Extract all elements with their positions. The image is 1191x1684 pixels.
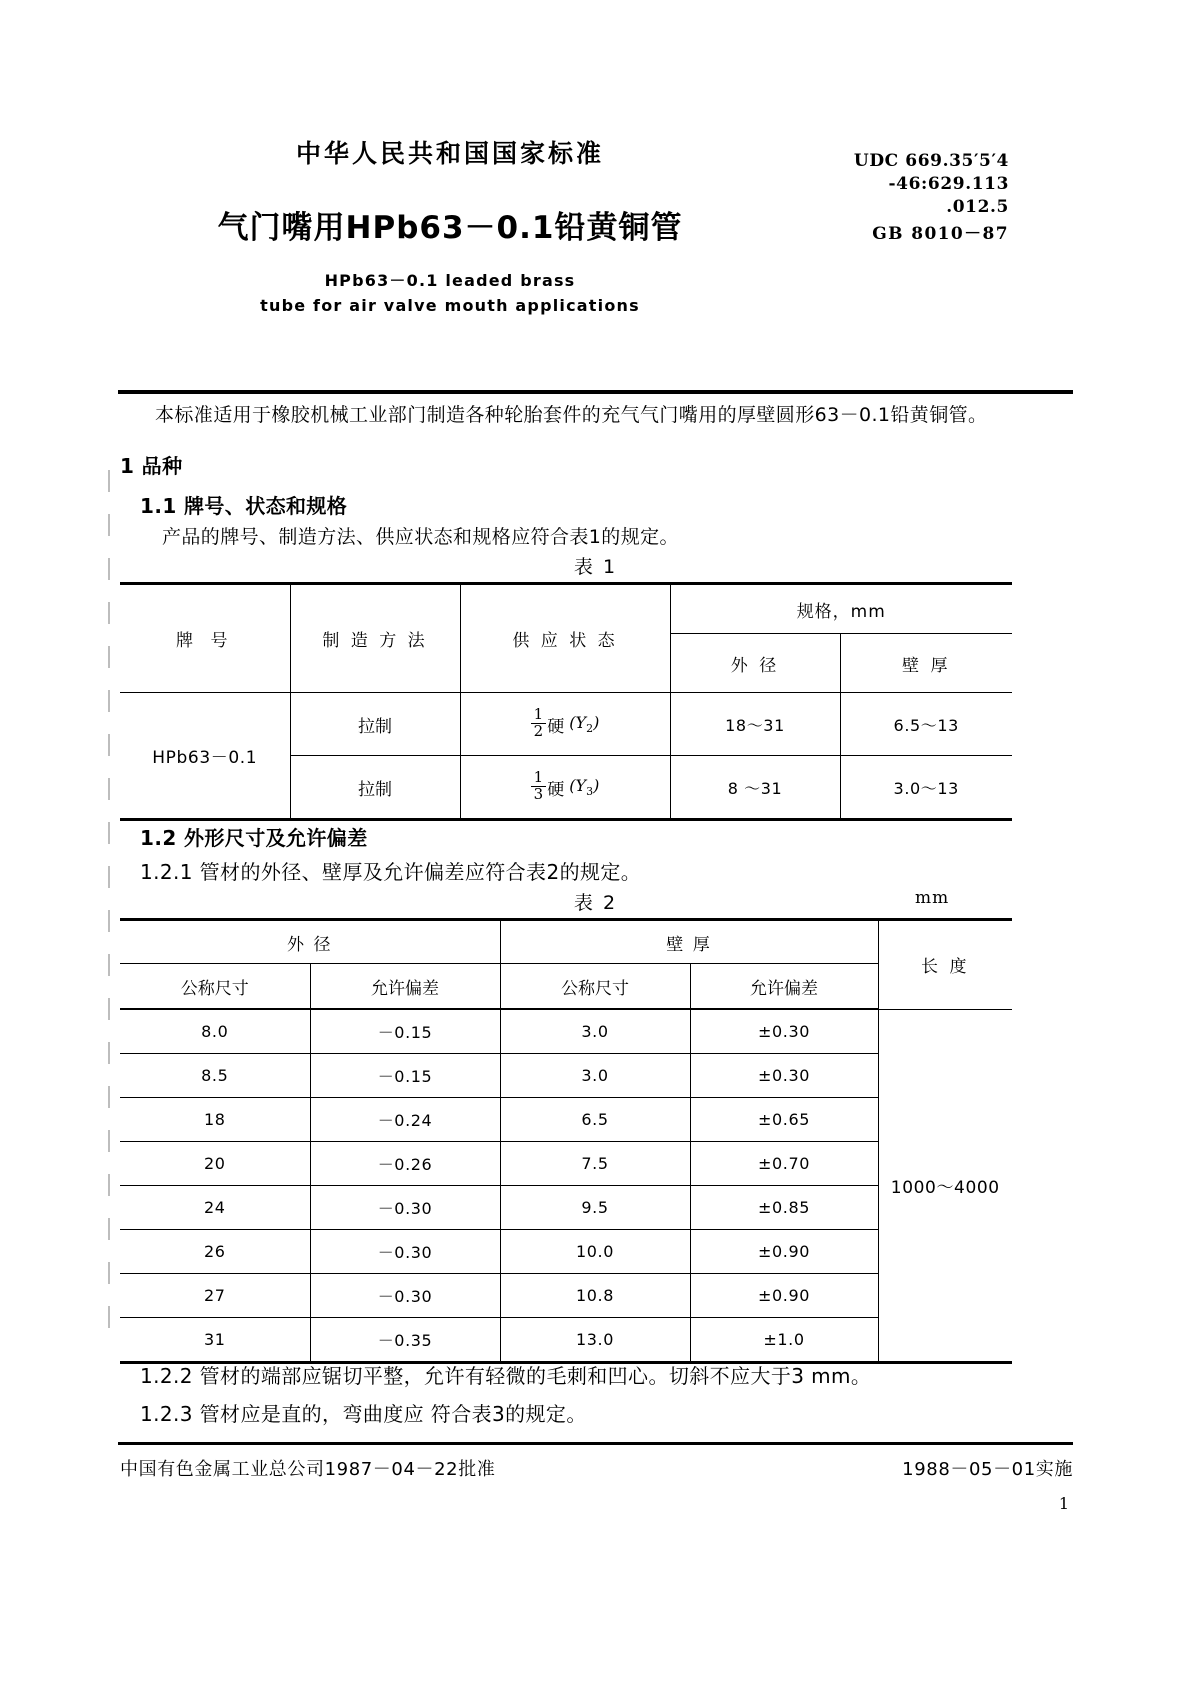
- th-wall-thickness-group: 壁 厚: [500, 920, 878, 964]
- standard-title-english: [0, 268, 900, 318]
- td-od-nominal: 27: [120, 1274, 310, 1318]
- th-method: 制 造 方 法: [290, 584, 460, 693]
- td-od-deviation: －0.30: [310, 1186, 500, 1230]
- td-method-1: 拉制: [290, 693, 460, 756]
- section-1-2-1-text: 1.2.1 管材的外径、壁厚及允许偏差应符合表2的规定。: [140, 860, 642, 884]
- section-1-2-2-text: 1.2.2 管材的端部应锯切平整，允许有轻微的毛刺和凹心。切斜不应大于3 mm。: [140, 1364, 872, 1388]
- fraction-one-half: [531, 704, 547, 740]
- standard-number: GB 8010－87: [872, 224, 1009, 244]
- td-od-nominal: 8.0: [120, 1009, 310, 1054]
- td-od-deviation: －0.35: [310, 1318, 500, 1363]
- td-od-deviation: －0.30: [310, 1230, 500, 1274]
- approval-text: 中国有色金属工业总公司1987－04－22批准: [120, 1459, 496, 1480]
- td-od-nominal: 31: [120, 1318, 310, 1363]
- td-wt-deviation: ±0.30: [690, 1009, 878, 1054]
- table-row: [120, 1009, 1012, 1054]
- page-number: 1: [1058, 1494, 1069, 1513]
- td-wt-deviation: ±0.90: [690, 1230, 878, 1274]
- th-wt-nominal: 公称尺寸: [500, 964, 690, 1010]
- td-od-deviation: －0.15: [310, 1009, 500, 1054]
- td-od-nominal: 8.5: [120, 1054, 310, 1098]
- section-1-2-heading: 1.2 外形尺寸及允许偏差: [140, 826, 368, 850]
- section-1-1-text: 产品的牌号、制造方法、供应状态和规格应符合表1的规定。: [162, 526, 679, 548]
- td-wt-deviation: ±1.0: [690, 1318, 878, 1363]
- standard-title-english-line2: tube for air valve mouth applications: [260, 296, 640, 315]
- th-length: 长 度: [878, 920, 1012, 1010]
- th-brand: 牌 号: [120, 584, 290, 693]
- th-outer-diameter-group: 外 径: [120, 920, 500, 964]
- udc-line-1: UDC 669.35′5′4: [853, 151, 1009, 171]
- table-2-caption: 表 2: [573, 892, 618, 914]
- th-od-deviation: 允许偏差: [310, 964, 500, 1010]
- td-wt-deviation: ±0.90: [690, 1274, 878, 1318]
- td-wall-thickness-2: 3.0～13: [840, 756, 1012, 820]
- td-wt-nominal: 3.0: [500, 1009, 690, 1054]
- state-code-1: $(Y_2)$: [564, 712, 600, 736]
- th-wall-thickness: 壁 厚: [840, 634, 1012, 693]
- udc-block: [854, 150, 1009, 246]
- td-od-deviation: －0.24: [310, 1098, 500, 1142]
- td-wt-nominal: 3.0: [500, 1054, 690, 1098]
- td-wt-deviation: ±0.70: [690, 1142, 878, 1186]
- td-wt-nominal: 13.0: [500, 1318, 690, 1363]
- udc-line-2: -46:629.113: [888, 174, 1009, 194]
- standard-title-chinese: 气门嘴用HPb63－0.1铅黄铜管: [217, 210, 683, 246]
- header-divider-rule: [118, 390, 1073, 394]
- td-od-deviation: －0.26: [310, 1142, 500, 1186]
- td-od-deviation: －0.30: [310, 1274, 500, 1318]
- td-length-value: 1000～4000: [878, 1009, 1012, 1363]
- td-wt-nominal: 6.5: [500, 1098, 690, 1142]
- td-wt-nominal: 10.0: [500, 1230, 690, 1274]
- td-supply-state-1: [460, 693, 670, 756]
- th-od-nominal: 公称尺寸: [120, 964, 310, 1010]
- udc-line-3: .012.5: [946, 197, 1009, 217]
- state-label-2: 硬: [547, 779, 565, 800]
- td-wall-thickness-1: 6.5～13: [840, 693, 1012, 756]
- td-od-deviation: －0.15: [310, 1054, 500, 1098]
- table-row: [120, 693, 1012, 756]
- table-2-unit-label: mm: [915, 888, 950, 908]
- td-od-nominal: 26: [120, 1230, 310, 1274]
- td-od-nominal: 24: [120, 1186, 310, 1230]
- table-2: [120, 918, 1012, 1364]
- margin-tick-marks: [108, 470, 110, 1460]
- td-supply-state-2: [460, 756, 670, 820]
- section-1-heading: 1 品种: [120, 454, 183, 478]
- table-1-header-row-1: [120, 584, 1012, 634]
- td-wt-deviation: ±0.65: [690, 1098, 878, 1142]
- table-1: [120, 582, 1012, 821]
- th-outer-diameter: 外 径: [670, 634, 840, 693]
- td-wt-deviation: ±0.30: [690, 1054, 878, 1098]
- standard-title-english-line1: HPb63－0.1 leaded brass: [324, 271, 576, 290]
- fraction-one-third: [531, 767, 547, 803]
- th-spec-group: 规格，mm: [670, 584, 1012, 634]
- national-standard-label: 中华人民共和国国家标准: [295, 139, 604, 168]
- td-wt-deviation: ±0.85: [690, 1186, 878, 1230]
- td-wt-nominal: 9.5: [500, 1186, 690, 1230]
- table-2-header-row-1: [120, 920, 1012, 964]
- td-brand-value: HPb63－0.1: [120, 693, 290, 820]
- scope-paragraph: 本标准适用于橡胶机械工业部门制造各种轮胎套件的充气气门嘴用的厚壁圆形63－0.1铅黄铜管。: [155, 404, 988, 426]
- fraction-numerator: 1: [533, 767, 544, 786]
- td-outer-diameter-1: 18～31: [670, 693, 840, 756]
- td-od-nominal: 20: [120, 1142, 310, 1186]
- footer-divider-rule: [118, 1442, 1073, 1445]
- th-supply-state: 供 应 状 态: [460, 584, 670, 693]
- table-1-caption: 表 1: [573, 556, 618, 578]
- state-code-2: $(Y_3)$: [564, 775, 600, 799]
- state-label-1: 硬: [547, 716, 565, 737]
- effective-date-text: 1988－05－01实施: [902, 1459, 1073, 1480]
- section-1-1-heading: 1.1 牌号、状态和规格: [140, 494, 348, 518]
- fraction-denominator: 3: [531, 786, 547, 803]
- fraction-numerator: 1: [533, 704, 544, 723]
- td-wt-nominal: 10.8: [500, 1274, 690, 1318]
- th-wt-deviation: 允许偏差: [690, 964, 878, 1010]
- td-od-nominal: 18: [120, 1098, 310, 1142]
- document-header: [0, 120, 1191, 350]
- td-outer-diameter-2: 8 ～31: [670, 756, 840, 820]
- td-method-2: 拉制: [290, 756, 460, 820]
- fraction-denominator: 2: [531, 723, 547, 740]
- td-wt-nominal: 7.5: [500, 1142, 690, 1186]
- section-1-2-3-text: 1.2.3 管材应是直的，弯曲度应 符合表3的规定。: [140, 1402, 587, 1426]
